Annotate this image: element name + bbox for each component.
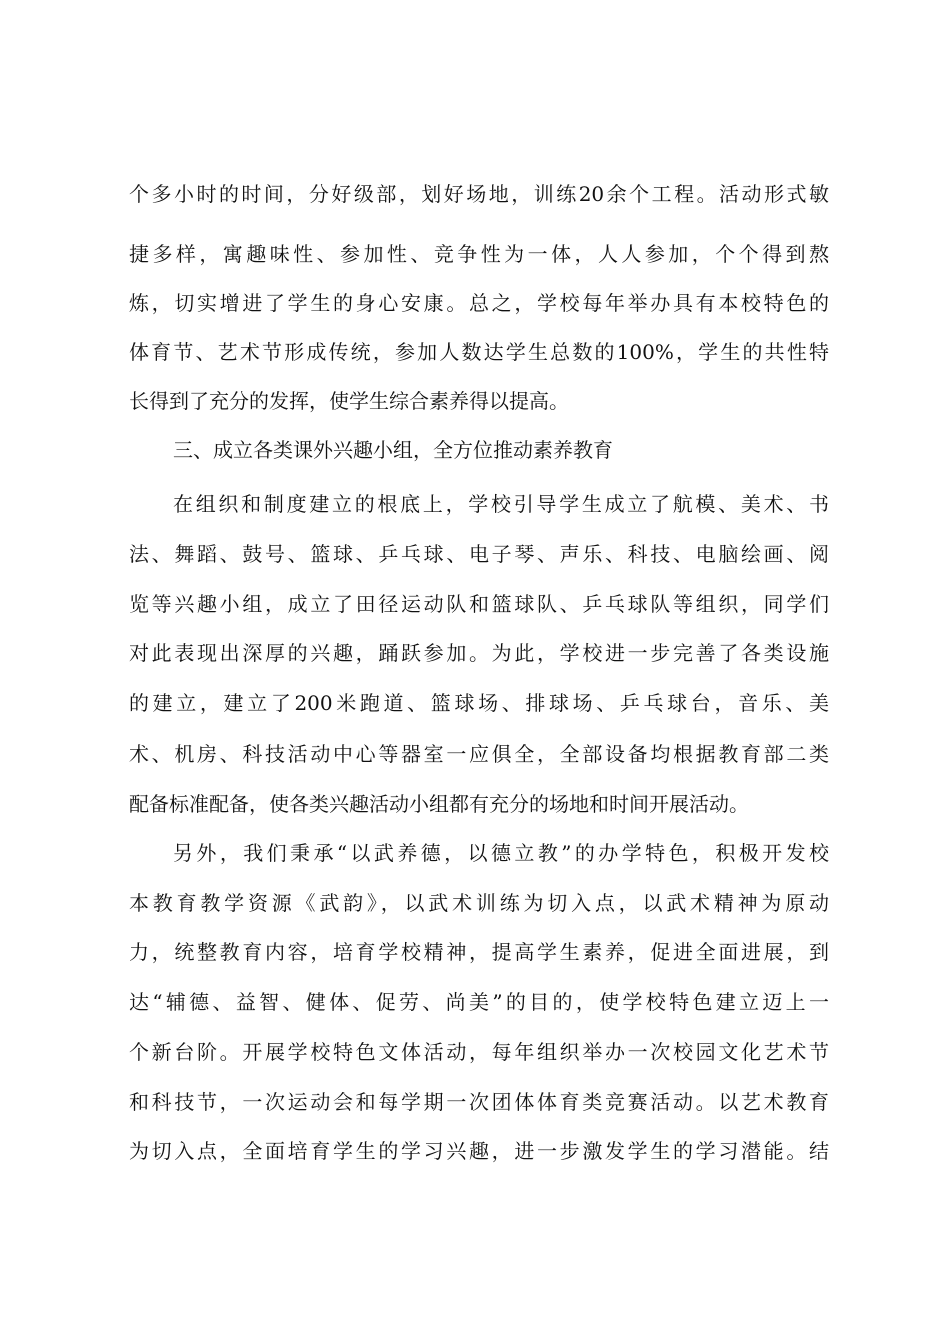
text-line-19: 和科技节，一次运动会和每学期一次团体体育类竞赛活动。以艺术教育 — [129, 1090, 829, 1114]
text-line-2: 捷多样，寓趣味性、参加性、竞争性为一体，人人参加，个个得到熬 — [129, 242, 829, 266]
text-line-16: 力，统整教育内容，培育学校精神，提高学生素养，促进全面进展，到 — [129, 940, 829, 964]
text-line-15: 本教育教学资源《武韵》，以武术训练为切入点，以武术精神为原动 — [129, 891, 829, 915]
text-line-1: 个多小时的时间，分好级部，划好场地，训练20余个工程。活动形式敏 — [129, 182, 829, 206]
text-line-20: 为切入点，全面培育学生的学习兴趣，进一步激发学生的学习潜能。结 — [129, 1139, 829, 1163]
text-line-4: 体育节、艺术节形成传统，参加人数达学生总数的100%，学生的共性特 — [129, 340, 829, 364]
text-line-14: 另外，我们秉承“以武养德，以德立教”的办学特色，积极开发校 — [173, 841, 829, 865]
text-line-17: 达“辅德、益智、健体、促劳、尚美”的目的，使学校特色建立迈上一 — [129, 990, 829, 1014]
text-line-12: 术、机房、科技活动中心等器室一应俱全，全部设备均根据教育部二类 — [129, 742, 829, 766]
text-line-10: 对此表现出深厚的兴趣，踊跃参加。为此，学校进一步完善了各类设施 — [129, 641, 829, 665]
text-line-9: 览等兴趣小组，成立了田径运动队和篮球队、乒乓球队等组织，同学们 — [129, 592, 829, 616]
text-line-5: 长得到了充分的发挥，使学生综合素养得以提高。 — [129, 389, 569, 413]
text-line-11: 的建立，建立了200米跑道、篮球场、排球场、乒乓球台，音乐、美 — [129, 691, 829, 715]
text-line-3: 炼，切实增进了学生的身心安康。总之，学校每年举办具有本校特色的 — [129, 291, 829, 315]
text-line-13: 配备标准配备，使各类兴趣活动小组都有充分的场地和时间开展活动。 — [129, 792, 749, 816]
text-line-18: 个新台阶。开展学校特色文体活动，每年组织举办一次校园文化艺术节 — [129, 1040, 829, 1064]
text-line-8: 法、舞蹈、鼓号、篮球、乒乓球、电子琴、声乐、科技、电脑绘画、阅 — [129, 542, 829, 566]
section-heading: 三、成立各类课外兴趣小组，全方位推动素养教育 — [173, 438, 613, 462]
text-line-7: 在组织和制度建立的根底上，学校引导学生成立了航模、美术、书 — [173, 492, 829, 516]
